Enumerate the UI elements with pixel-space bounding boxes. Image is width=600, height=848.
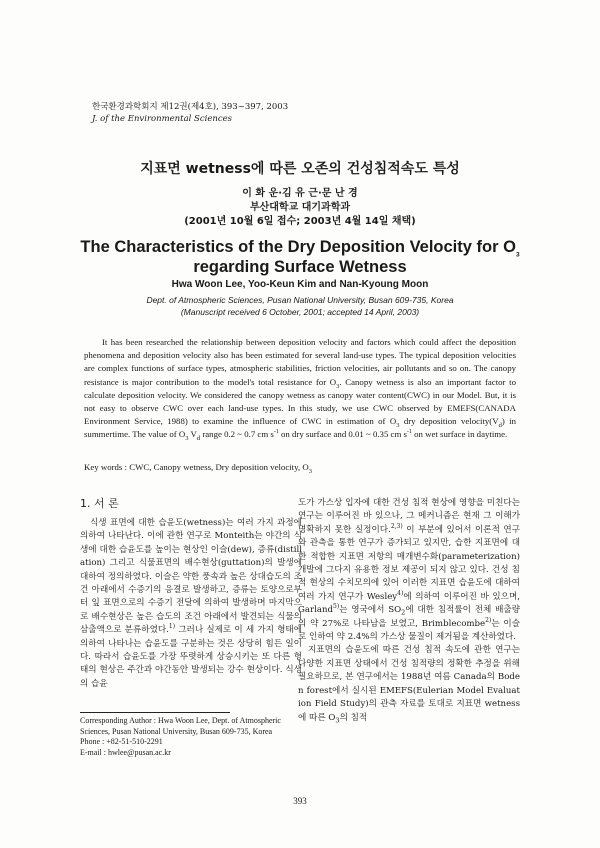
body-column-right — [298, 497, 520, 725]
title-en-line2: regarding Surface Wetness — [193, 258, 407, 276]
korean-meta — [0, 187, 600, 229]
footnote-author: Corresponding Author : Hwa Woon Lee, Dept. of Atmospheric Sciences, Pusan National University, Busan 609-735, Korea — [80, 716, 281, 736]
title-korean: 지표면 wetness에 따른 오존의 건성침적속도 특성 — [140, 161, 460, 177]
corresponding-author-footnote — [80, 716, 290, 758]
journal-citation-ko: 한국환경과학회지 제12권(제4호), 393~397, 2003 — [92, 102, 289, 112]
title-english — [0, 237, 600, 277]
intro-paragraph-continued: 도가 가스상 입자에 대한 건성 침적 현상에 영향을 미친다는 연구는 이루어진 바 있으나, 그 메커니즘은 현재 그 이해가 명확하지 못한 실정이다.$^{2,3)}$ 이 부분에 있어서 이론적 연구와 관측을 통한 연구가 증가되고 있지만, 습한 지표면에 대한 적합한 지표면 저항의 매개변수화(parameterization) 개발에 그다지 유용한 정보 제공이 되지 않고 있다. 건성 침적 현상의 수치모의에 있어 이러한 지표면 습윤도에 대하여 여러 가지 연구가 Wesley$^{4)}$에 의하여 이루어진 바 있으며, Garland$^{5)}$는 영국에서 $SO_2$에 대한 침적률이 전체 배출량의 약 27%로 나타남을 보였고, Brimblecombe$^{2)}$는 이슬로 인하여 약 2.4%의 가스상 물질이 제거됨을 계산하였다. — [298, 498, 521, 643]
keywords-text: CWC, Canopy wetness, Dry deposition velocity, O — [129, 462, 309, 472]
section-heading-introduction: 1. 서 론 — [80, 497, 119, 510]
affiliation-english — [0, 294, 600, 318]
authors-english: Hwa Woon Lee, Yoo-Keun Kim and Nan-Kyoung Moon — [171, 279, 429, 290]
intro-paragraph-2: 지표면의 습윤도에 따른 건성 침적 속도에 관한 연구는 다양한 지표면 상태에서 건성 침적량의 정확한 추정을 위해 필요하므로, 본 연구에서는 1988년 여름 Canada의 Boden forest에서 실시된 EMEFS(Eulerian Model Evaluation Field Study)의 관측 자료를 토대로 지표면 wetness에 따른 $O_3$의 침적 — [298, 645, 520, 725]
keywords: Key words : CWC, Canopy wetness, Dry deposition velocity, $O_3$ — [84, 462, 312, 475]
footnote-divider — [80, 712, 230, 713]
affiliation-en-text: Dept. of Atmospheric Sciences, Pusan National University, Busan 609-735, Korea — [146, 295, 454, 305]
title-en-subscript: 3 — [515, 251, 520, 259]
journal-name-en: J. of the Environmental Sciences — [92, 114, 233, 124]
body-column-left — [80, 497, 302, 691]
received-english: (Manuscript received 6 October, 2001; accepted 14 April, 2003) — [180, 307, 420, 317]
intro-paragraph-1: 식생 표면에 대한 습윤도(wetness)는 여러 가지 과정에 의하여 나타난다. 이에 관한 연구로 Monteith는 야간의 식생에 대한 습윤도를 높이는 현상인 이슬(dew), 증류(distillation) 그리고 식물표면의 배수현상(guttation)의 발생에 대하여 정의하였다. 이슬은 약한 풍속과 높은 상대습도의 조건 아래에서 수증기의 응결로 발생하고, 증류는 토양으로부터 잎 표면으로의 수증기 전달에 의하여 발생하며 마지막으로 배수현상은 높은 습도의 조건 아래에서 발견되는 식물의 삼출액으로 분류하였다.$^{1)}$ 그러나 실제로 이 세 가지 형태에 의하여 나타나는 습윤도를 구분하는 것은 상당히 힘든 일이다. 따라서 습윤도를 가장 뚜렷하게 상승시키는 또 다른 형태의 현상은 주간과 야간동안 발생되는 강수 현상이다. 식생의 습윤 — [80, 518, 303, 689]
footnote-email: E-mail : hwlee@pusan.ac.kr — [80, 747, 171, 757]
title-en-line1: The Characteristics of the Dry Deposition Velocity for O — [80, 238, 516, 256]
journal-header — [92, 101, 288, 125]
abstract: It has been researched the relationship between deposition velocity and factors which could affect the deposition phenomena and deposition velocity also has been estimated for several land-use types. The typical deposition velocities are complex functions of surface types, atmospheric stabilities, friction velocities, air pollutants and so on. The canopy resistance is major contribution to the model's total resistance for $O_3$. Canopy wetness is also an important factor to calculate deposition velocity. We considered the canopy wetness as canopy water content(CWC) in our Model. But, it is not easy to observe CWC over each land-use types. In this study, we use CWC observed by EMEFS(CANADA Environment Service, 1988) to examine the influence of CWC in estimation of $O_3$ dry deposition $velocity(V_d)$ in summertime. The value of $O_3$ $V_d$ range 0.2 ~ 0.7 cm $s^{-1}$ on dry surface and 0.01 ~ 0.35 cm $s^{-1}$ on wet surface in daytime. — [84, 337, 516, 443]
keywords-label: Key words : — [84, 462, 130, 472]
footnote-phone: Phone : +82-51-510-2291 — [80, 737, 163, 746]
authors-korean: 이 화 운·김 유 근·문 난 경 — [242, 188, 358, 199]
affiliation-korean: 부산대학교 대기과학과 — [249, 202, 351, 213]
received-korean: (2001년 10월 6일 접수; 2003년 4월 14일 채택) — [184, 216, 416, 227]
page-number: 393 — [293, 796, 307, 806]
